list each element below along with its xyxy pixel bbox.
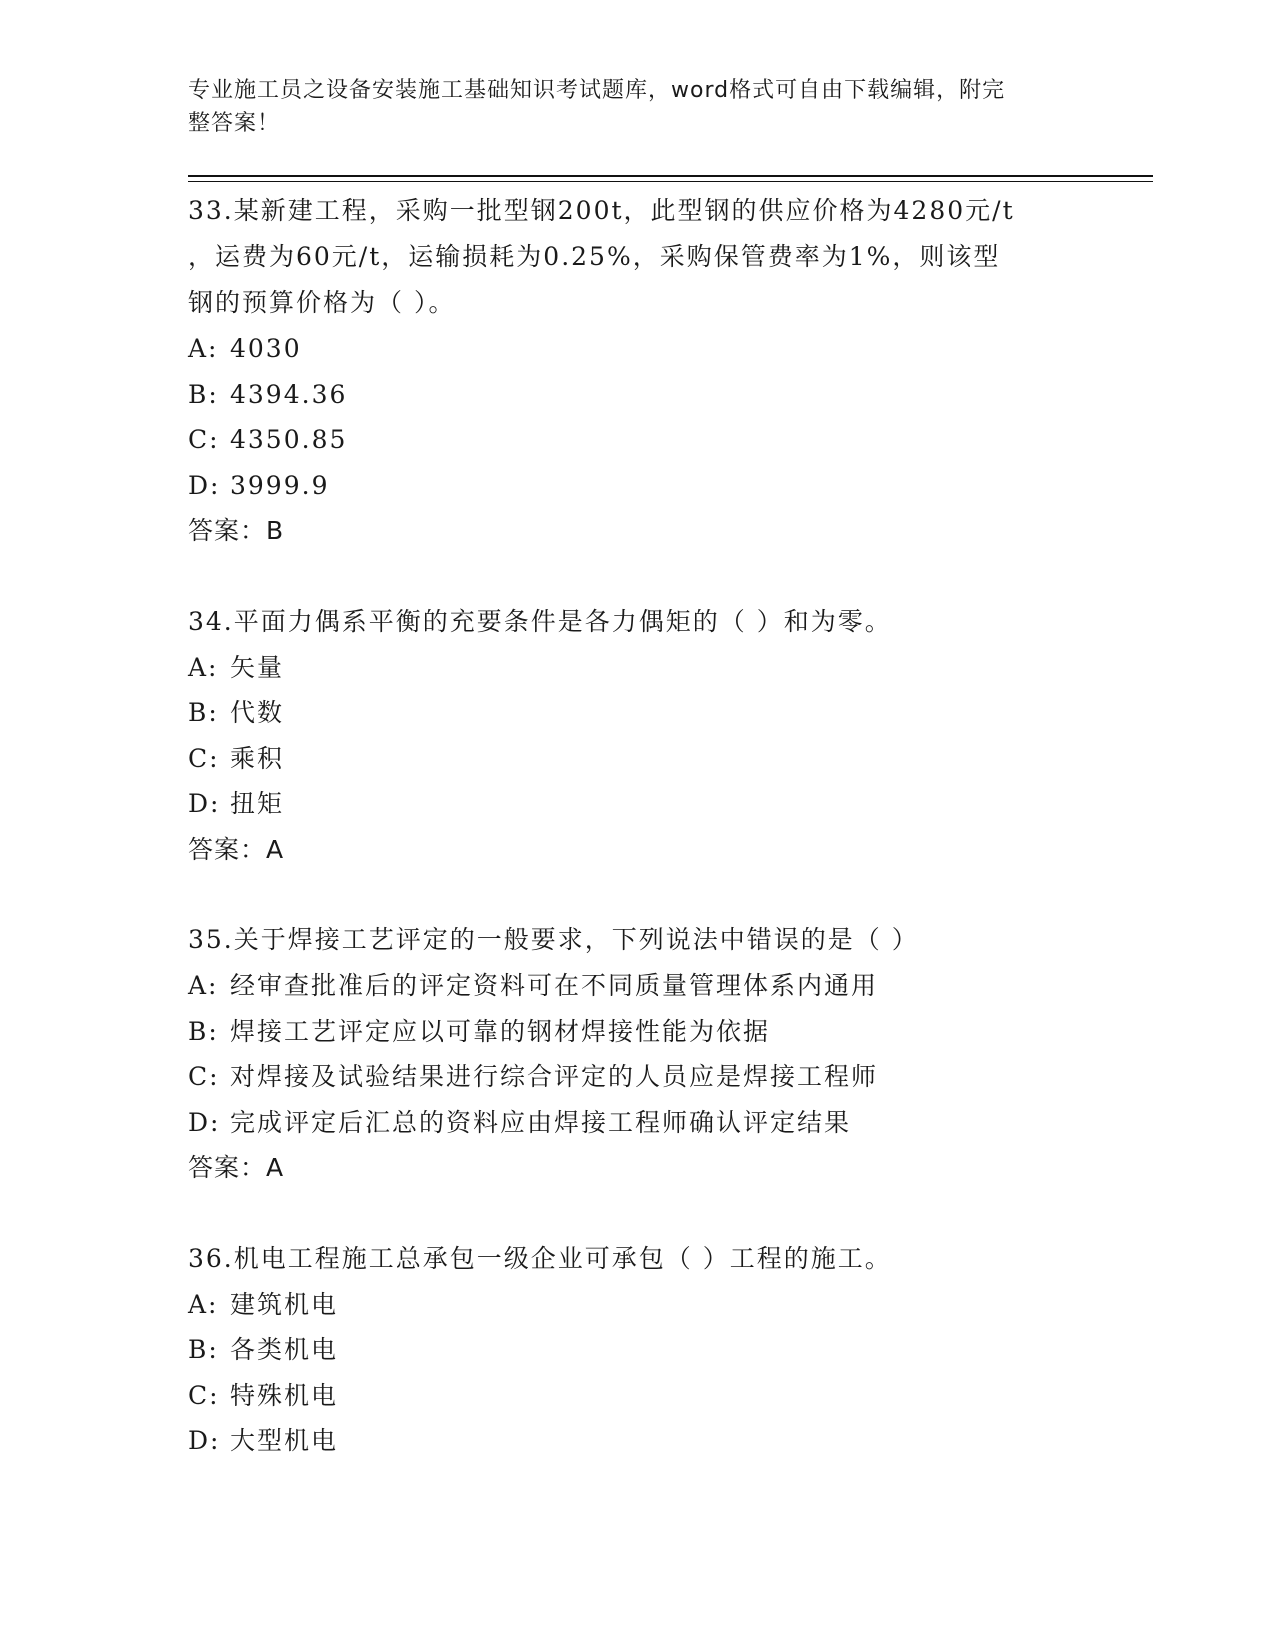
header-divider-thick [188,175,1153,177]
option-text: 对焊接及试验结果进行综合评定的人员应是焊接工程师 [230,1062,879,1091]
question-34 [188,599,1088,873]
option-key: A: [188,652,219,682]
option-d [188,1100,1088,1146]
option-text: 4030 [230,334,302,363]
option-text: 扭矩 [230,789,285,818]
option-a [188,326,1088,372]
option-b [188,372,1088,418]
option-a [188,1282,1088,1328]
option-text: 建筑机电 [230,1289,339,1319]
option-key: D: [188,789,221,818]
option-key: C: [188,743,220,773]
option-key: D: [188,1107,221,1137]
option-key: A: [188,334,219,363]
answer-line: 答案：B [188,516,285,545]
answer-line: 答案：A [188,834,285,864]
option-text: 乘积 [230,743,285,773]
option-text: 矢量 [230,652,285,682]
option-c [188,1373,1088,1419]
question-stem-line: 35.关于焊接工艺评定的一般要求，下列说法中错误的是（ ） [188,925,919,954]
header-title-line-2: 整答案！ [188,111,281,136]
option-d [188,1418,1088,1464]
option-b [188,1327,1088,1373]
option-text: 各类机电 [230,1335,339,1364]
option-a [188,963,1088,1009]
question-stem-line: 33.某新建工程，采购一批型钢200t，此型钢的供应价格为4280元/t [188,196,1015,225]
option-key: C: [188,425,220,454]
option-text: 大型机电 [230,1426,339,1455]
option-key: D: [188,470,221,500]
option-key: B: [188,698,219,727]
header-title-line-1: 专业施工员之设备安装施工基础知识考试题库，word格式可自由下载编辑，附完 [188,78,1006,103]
option-a [188,645,1088,691]
option-text: 3999.9 [230,470,330,500]
option-key: C: [188,1062,220,1091]
question-33 [188,188,1088,554]
answer-line: 答案：A [188,1153,285,1182]
option-text: 代数 [230,698,285,727]
option-key: B: [188,379,219,409]
question-stem-line: 34.平面力偶系平衡的充要条件是各力偶矩的（ ）和为零。 [188,606,892,636]
option-key: A: [188,1289,219,1319]
option-d [188,781,1088,827]
question-stem-line: ，运费为60元/t，运输损耗为0.25%，采购保管费率为1%，则该型 [188,242,1001,271]
option-key: D: [188,1426,221,1455]
option-b [188,690,1088,736]
question-35 [188,917,1088,1191]
question-stem-line: 36.机电工程施工总承包一级企业可承包（ ）工程的施工。 [188,1243,892,1273]
option-c [188,1054,1088,1100]
question-stem-line: 钢的预算价格为（ ）。 [188,288,456,317]
option-c [188,736,1088,782]
option-d [188,463,1088,509]
option-text: 焊接工艺评定应以可靠的钢材焊接性能为依据 [230,1016,771,1046]
question-spacer [188,872,1088,917]
option-b [188,1009,1088,1055]
question-list [188,188,1088,1464]
document-header [188,74,1068,140]
option-text: 经审查批准后的评定资料可在不同质量管理体系内通用 [230,971,879,1000]
question-spacer [188,554,1088,599]
option-text: 完成评定后汇总的资料应由焊接工程师确认评定结果 [230,1107,852,1137]
option-key: C: [188,1380,220,1410]
question-spacer [188,1191,1088,1236]
option-key: A: [188,971,219,1000]
option-text: 4350.85 [230,425,348,454]
option-c [188,417,1088,463]
option-key: B: [188,1016,219,1046]
header-divider-thin [188,181,1153,182]
option-text: 特殊机电 [230,1380,339,1410]
option-text: 4394.36 [230,379,348,409]
question-36 [188,1236,1088,1464]
option-key: B: [188,1335,219,1364]
